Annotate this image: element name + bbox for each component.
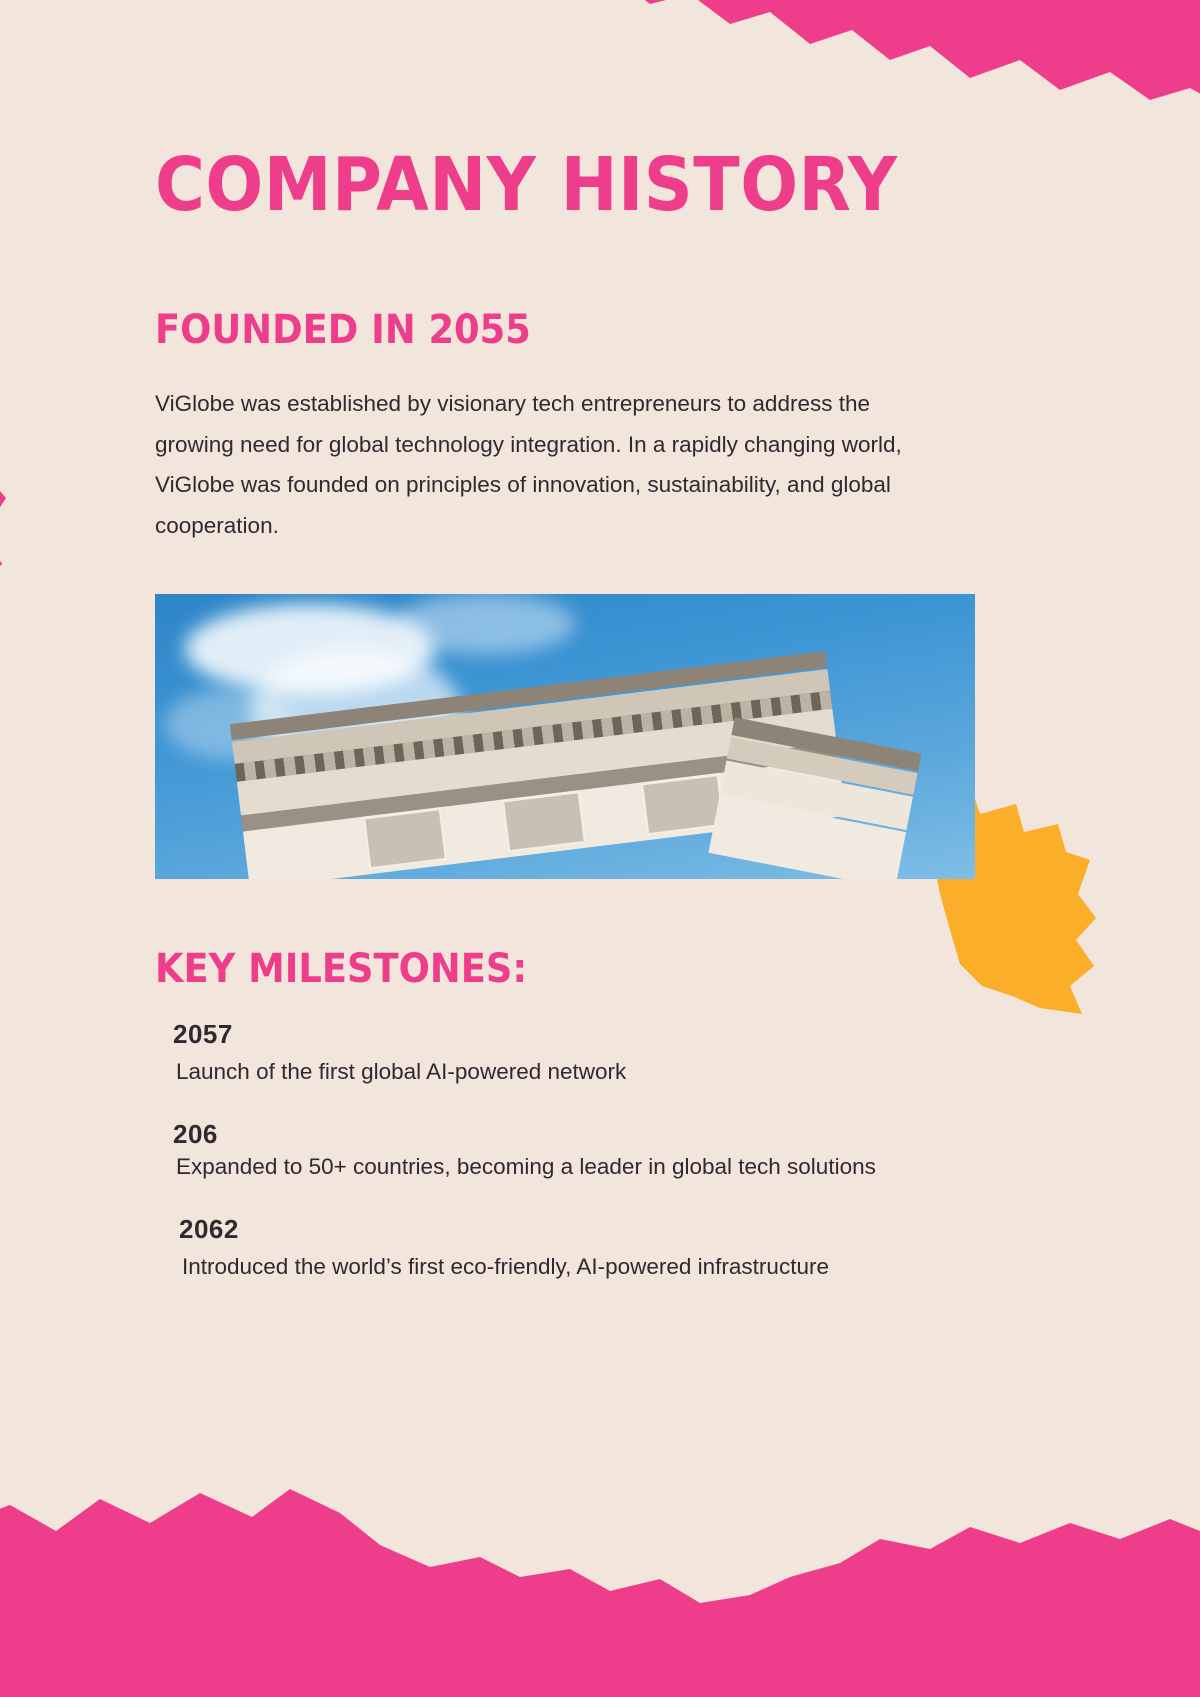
window-shape [501,790,587,853]
list-item [173,1214,1055,1280]
milestones-heading: KEY MILESTONES: [155,946,528,992]
section-subtitle: FOUNDED IN 2055 [155,307,531,353]
list-item [173,1119,1055,1180]
milestone-description: Introduced the world’s first eco-friendly, AI-powered infrastructure [182,1254,829,1279]
list-item [173,1019,1055,1085]
milestone-description: Expanded to 50+ countries, becoming a leader in global tech solutions [176,1154,876,1179]
milestone-year: 206 [173,1119,218,1149]
milestone-year: 2062 [179,1214,239,1244]
milestones-list [155,989,1055,1280]
document-content [155,0,1055,1314]
milestone-year: 2057 [173,1019,233,1049]
torn-paper-shape-left [0,340,100,620]
torn-paper-shape-bottom [0,1427,1200,1697]
milestone-description: Launch of the first global AI-powered network [176,1059,627,1084]
intro-paragraph: ViGlobe was established by visionary tech entrepreneurs to address the growing need for global technology integration. In a rapidly changing world, ViGlobe was founded on principles of innovation, sustainability, and global cooperation. [155,391,902,538]
building-photo [155,594,975,879]
page-title: COMPANY HISTORY [155,142,898,228]
building-side-wing [708,656,933,879]
window-shape [362,807,448,870]
